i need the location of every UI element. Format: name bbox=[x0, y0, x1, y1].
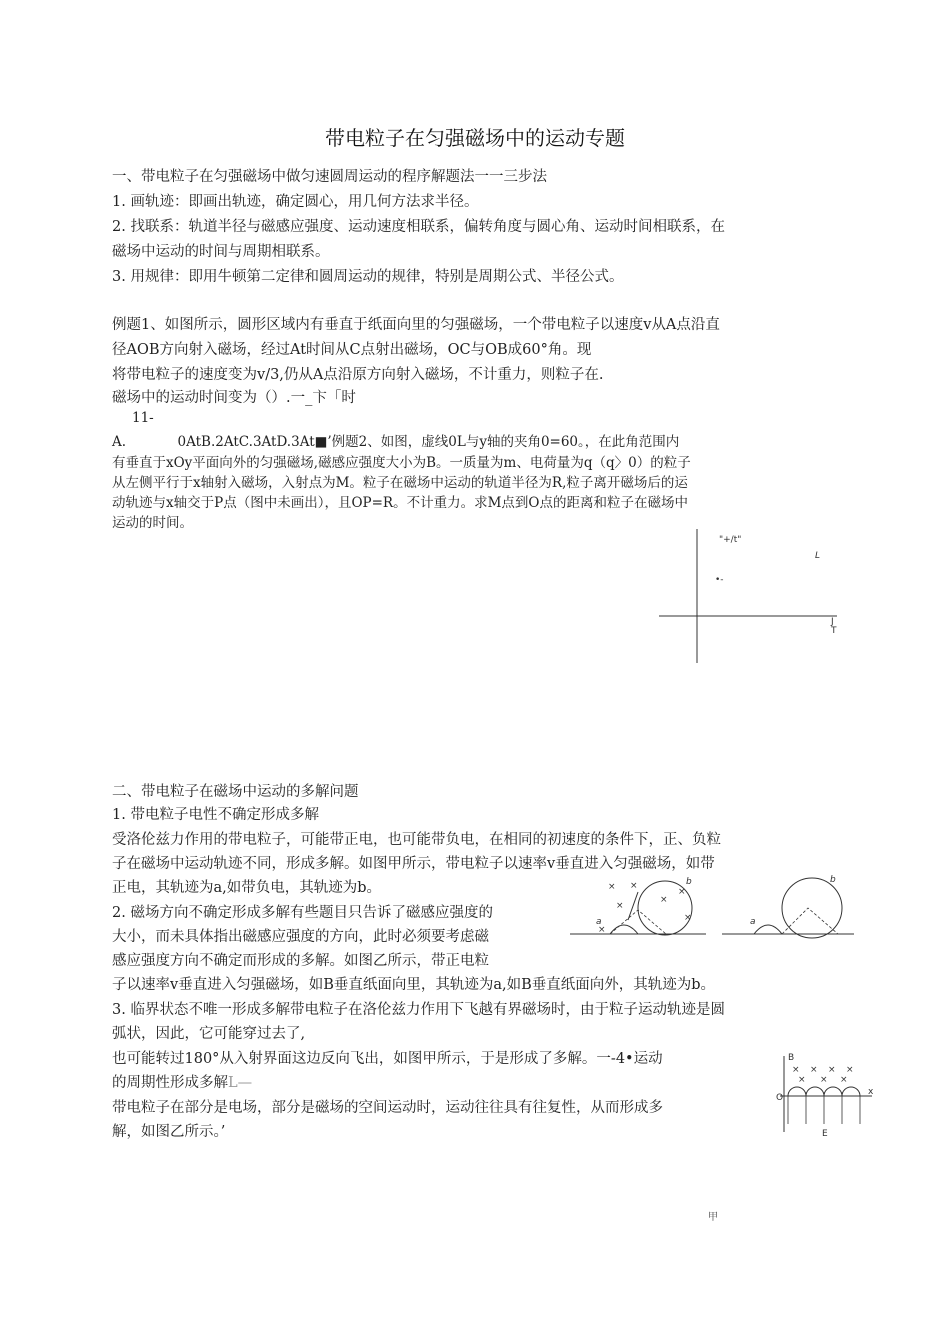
example1-fraction: 11- bbox=[132, 410, 154, 426]
fig3-label-a: a bbox=[750, 917, 756, 927]
svg-text:×: × bbox=[630, 881, 638, 891]
fig1-label-t: T bbox=[831, 626, 837, 636]
point1-title: 1. 带电粒子电性不确定形成多解 bbox=[112, 807, 319, 823]
trajectory-arc-a bbox=[610, 925, 638, 934]
fig1-top-label: "+/t" bbox=[719, 535, 742, 545]
point2-line1: 2. 磁场方向不确定形成多解有些题目只告诉了磁感应强度的 bbox=[112, 905, 493, 921]
point4-title-mark: L— bbox=[228, 1075, 253, 1091]
trajectory-arc-a2 bbox=[754, 925, 782, 934]
fig4-label-x: x bbox=[868, 1087, 874, 1097]
example1-line3: 将带电粒子的速度变为v/3,仍从A点沿原方向射入磁场，不计重力，则粒子在. bbox=[112, 367, 604, 383]
section1-heading: 一、带电粒子在匀强磁场中做匀速圆周运动的程序解题法一一三步法 bbox=[112, 169, 547, 185]
periodic-motion-figure bbox=[776, 1050, 878, 1140]
fig3-label-b: b bbox=[830, 875, 836, 885]
fig2-label-a: a bbox=[596, 917, 602, 927]
point4-line1: 带电粒子在部分是电场，部分是磁场的空间运动时，运动往往具有往复性，从而形成多 bbox=[112, 1100, 663, 1116]
section2-heading: 二、带电粒子在磁场中运动的多解问题 bbox=[112, 784, 359, 800]
fig1-line-label: L bbox=[815, 551, 821, 561]
example1-options: A. 0AtB.2AtC.3AtD.3At■’例题2、如图，虚线0L与y轴的夹角0=60。，在此角范围内 bbox=[112, 434, 680, 450]
step2-text: 2. 找联系：轨道半径与磁感应强度、运动速度相联系，偏转角度与圆心角、运动时间相联系，在 bbox=[112, 219, 725, 235]
fig2-label-b: b bbox=[686, 877, 692, 887]
point2-line4: 子以速率v垂直进入匀强磁场，如B垂直纸面向里，其轨迹为a,如B垂直纸面向外，其轨迹为b。 bbox=[112, 977, 716, 993]
trajectory-circle-b2 bbox=[782, 878, 842, 938]
svg-text:×: × bbox=[608, 882, 616, 892]
svg-text:×: × bbox=[616, 901, 624, 911]
example2-line3: 动轨迹与x轴交于P点（图中未画出），且OP=R。不计重力。求M点到O点的距离和粒子在磁场中 bbox=[112, 495, 688, 511]
step3-text: 3. 用规律：即用牛顿第二定律和圆周运动的规律，特别是周期公式、半径公式。 bbox=[112, 269, 624, 285]
example1-line4: 磁场中的运动时间变为（）.一_卞「时 bbox=[112, 390, 356, 406]
svg-text:×: × bbox=[660, 895, 668, 905]
example2-line1: 有垂直于xOy平面向外的匀强磁场,磁感应强度大小为B。一质量为m、电荷量为q（q〉0）的粒子 bbox=[112, 455, 691, 471]
point1-line3: 正电，其轨迹为a,如带负电，其轨迹为b。 bbox=[112, 880, 382, 896]
svg-text:×: × bbox=[678, 887, 686, 897]
fig1-label-j: J bbox=[831, 617, 834, 627]
point2-line3: 感应强度方向不确定而形成的多解。如图乙所示，带正电粒 bbox=[112, 953, 489, 969]
page-title: 带电粒子在匀强磁场中的运动专题 bbox=[325, 126, 625, 150]
fig4-label-o: O bbox=[776, 1093, 784, 1103]
svg-text:×: × bbox=[840, 1075, 848, 1085]
trajectory-figure-b bbox=[720, 872, 858, 957]
xoy-axes-figure bbox=[655, 525, 845, 670]
svg-text:×: × bbox=[684, 913, 692, 923]
svg-text:×: × bbox=[828, 1065, 836, 1075]
example1-line2: 径AOB方向射入磁场，经过At时间从C点射出磁场，OC与OB成60°角。现 bbox=[112, 342, 592, 358]
fig1-point-m: •- bbox=[715, 575, 724, 585]
example2-line4: 运动的时间。 bbox=[112, 515, 193, 531]
example1-line1: 例题1、如图所示，圆形区域内有垂直于纸面向里的匀强磁场，一个带电粒子以速度v从A点沿直 bbox=[112, 317, 720, 333]
svg-text:×: × bbox=[798, 1075, 806, 1085]
point4-title bbox=[112, 1071, 252, 1092]
periodic-arcs bbox=[788, 1087, 860, 1096]
figure-caption: 甲 bbox=[708, 1212, 718, 1223]
fig4-label-e: E bbox=[822, 1129, 828, 1139]
point4-title-text: 的周期性形成多解 bbox=[112, 1075, 228, 1091]
svg-text:×: × bbox=[598, 925, 606, 935]
point4-line2: 解，如图乙所示。’ bbox=[112, 1124, 226, 1140]
svg-text:×: × bbox=[846, 1065, 854, 1075]
example2-line2: 从左侧平行于x轴射入磁场，入射点为M。粒子在磁场中运动的轨道半径为R,粒子离开磁场后的运 bbox=[112, 475, 688, 491]
trajectory-figure-a bbox=[568, 872, 708, 957]
svg-text:×: × bbox=[810, 1065, 818, 1075]
point3-line3: 也可能转过180°从入射界面这边反向飞出，如图甲所示，于是形成了多解。一-4•运动 bbox=[112, 1051, 663, 1067]
svg-text:×: × bbox=[820, 1075, 828, 1085]
point1-line2: 子在磁场中运动轨迹不同，形成多解。如图甲所示，带电粒子以速率v垂直进入匀强磁场，如带 bbox=[112, 856, 715, 872]
step1-text: 1. 画轨迹：即画出轨迹，确定圆心，用几何方法求半径。 bbox=[112, 194, 479, 210]
point2-line2: 大小，而未具体指出磁感应强度的方向，此时必须要考虑磁 bbox=[112, 929, 489, 945]
point3-line1: 3. 临界状态不唯一形成多解带电粒子在洛伦兹力作用下飞越有界磁场时，由于粒子运动轨迹是圆 bbox=[112, 1002, 725, 1018]
fig4-label-b: B bbox=[788, 1053, 795, 1063]
point3-line2: 弧状，因此，它可能穿过去了, bbox=[112, 1026, 306, 1042]
step2-text-cont: 磁场中运动的时间与周期相联系。 bbox=[112, 244, 330, 260]
point1-line1: 受洛伦兹力作用的带电粒子，可能带正电，也可能带负电，在相同的初速度的条件下，正、负粒 bbox=[112, 832, 721, 848]
svg-text:×: × bbox=[792, 1065, 800, 1075]
